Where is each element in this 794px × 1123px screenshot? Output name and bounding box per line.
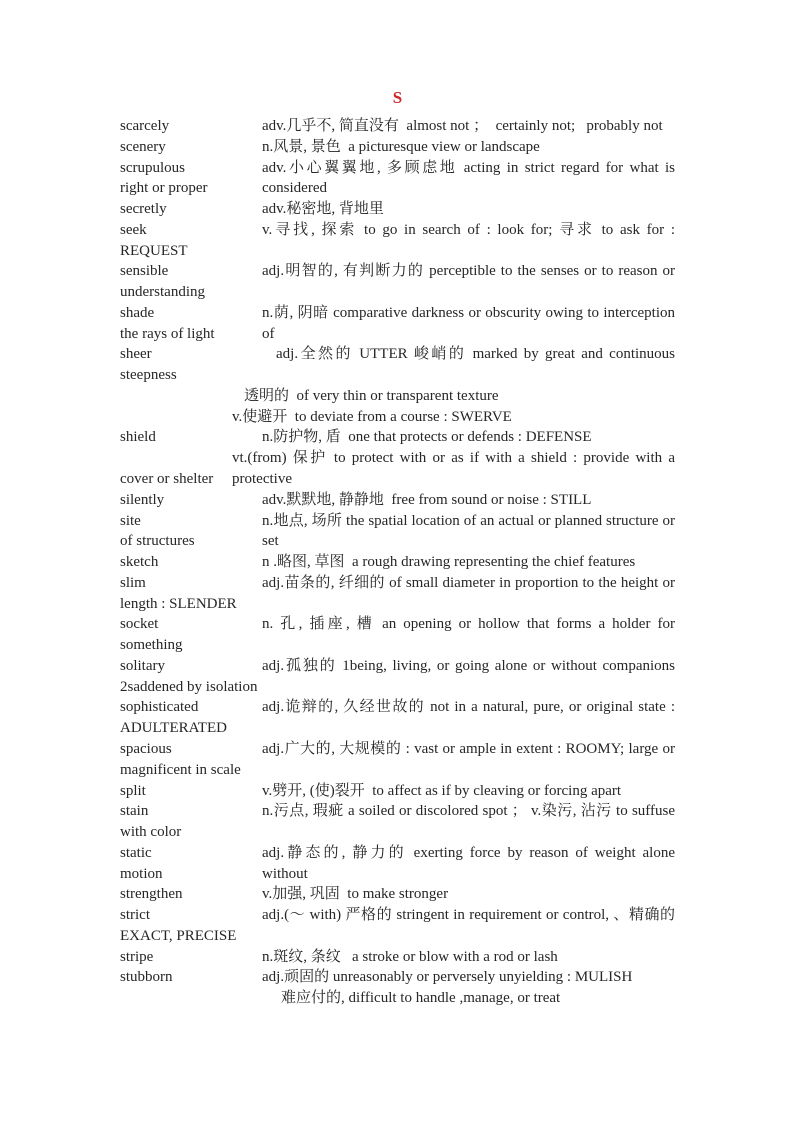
- vocab-line: [120, 947, 675, 968]
- vocab-line: [120, 427, 675, 448]
- headword: something: [120, 637, 183, 654]
- headword: scenery: [120, 138, 166, 155]
- vocab-line: [120, 490, 675, 511]
- headword: silently: [120, 491, 165, 508]
- headword: sophisticated: [120, 699, 199, 716]
- vocab-line: [120, 552, 675, 573]
- definition: n.荫, 阴暗 comparative darkness or obscurity owing to interception of: [262, 304, 675, 342]
- headword: site: [120, 512, 141, 529]
- definition: adv.小心翼翼地, 多顾虑地 acting in strict regard for what is considered: [262, 159, 675, 197]
- vocab-line: [120, 469, 675, 490]
- vocab-line: [120, 760, 675, 781]
- vocab-line: [120, 407, 675, 428]
- definition: adj.明智的, 有判断力的 perceptible to the senses or to reason or: [262, 263, 675, 280]
- definition: 难应付的, difficult to handle ,manage, or treat: [281, 990, 561, 1007]
- definition: vt.(from) 保护 to protect with or as if with a shield : provide with a protective: [232, 450, 675, 488]
- vocab-list: [120, 116, 675, 1009]
- vocab-line: [120, 718, 675, 739]
- headword: motion: [120, 865, 163, 882]
- headword: socket: [120, 616, 159, 633]
- headword: scarcely: [120, 118, 170, 134]
- definition: adj.全然的 UTTER 峻峭的 marked by great and continuous: [276, 346, 675, 363]
- headword: length : SLENDER: [120, 595, 237, 612]
- headword: sensible: [120, 263, 169, 280]
- headword: EXACT, PRECISE: [120, 927, 237, 944]
- definition: adj.(～ with) 严格的 stringent in requirement or control, 、精确的: [262, 907, 675, 924]
- vocab-line: [120, 531, 675, 552]
- vocab-line: [120, 220, 675, 241]
- definition: v.使避开 to deviate from a course : SWERVE: [232, 408, 512, 425]
- headword: 2saddened by isolation: [120, 678, 258, 695]
- headword: sketch: [120, 554, 159, 571]
- vocab-line: [120, 864, 675, 885]
- vocab-line: [120, 324, 675, 345]
- vocab-line: [120, 739, 675, 760]
- headword: sheer: [120, 346, 152, 363]
- headword: with color: [120, 824, 182, 841]
- section-letter-heading: S: [392, 88, 403, 107]
- headword: steepness: [120, 367, 177, 384]
- vocab-line: [120, 178, 675, 199]
- vocab-line: [120, 282, 675, 303]
- vocab-line: [120, 967, 675, 988]
- headword: slim: [120, 574, 146, 591]
- definition: n. 孔, 插座, 槽 an opening or hollow that forms a holder for: [262, 616, 675, 633]
- vocab-line: [120, 573, 675, 594]
- definition: adv.秘密地, 背地里: [262, 201, 384, 218]
- headword: the rays of light: [120, 325, 215, 342]
- vocab-line: [120, 261, 675, 282]
- headword: scrupulous: [120, 159, 185, 176]
- definition: adj.苗条的, 纤细的 of small diameter in proportion to the height or: [262, 574, 675, 591]
- vocab-line: [120, 926, 675, 947]
- definition: n.斑纹, 条纹 a stroke or blow with a rod or lash: [262, 948, 558, 965]
- headword: stubborn: [120, 969, 173, 986]
- vocab-line: [120, 884, 675, 905]
- headword: REQUEST: [120, 242, 188, 259]
- vocab-line: [120, 781, 675, 802]
- headword: right or proper: [120, 180, 208, 197]
- definition: n.地点, 场所 the spatial location of an actual or planned structure or set: [262, 512, 675, 550]
- definition: adv.默默地, 静静地 free from sound or noise : STILL: [262, 491, 592, 508]
- headword: stain: [120, 803, 149, 820]
- vocab-line: [120, 677, 675, 698]
- definition: adv.几乎不, 简直没有 almost not ； certainly not; probably not: [262, 118, 663, 134]
- vocab-line: [120, 137, 675, 158]
- headword: strengthen: [120, 886, 183, 903]
- definition: adj.广大的, 大规模的 : vast or ample in extent : ROOMY; large or: [262, 740, 675, 757]
- headword: of structures: [120, 533, 195, 550]
- headword: ADULTERATED: [120, 720, 227, 737]
- headword: shield: [120, 429, 156, 446]
- vocab-line: [120, 656, 675, 677]
- vocab-line: [120, 386, 675, 407]
- vocab-line: [120, 905, 675, 926]
- vocab-line: [120, 241, 675, 262]
- definition: adj.诡辩的, 久经世故的 not in a natural, pure, or original state :: [262, 699, 675, 716]
- headword: understanding: [120, 284, 205, 301]
- definition: v.劈开, (使)裂开 to affect as if by cleaving or forcing apart: [262, 782, 622, 799]
- definition: n.风景, 景色 a picturesque view or landscape: [262, 138, 540, 155]
- definition: 透明的 of very thin or transparent texture: [244, 387, 499, 404]
- definition: n.污点, 瑕疵 a soiled or discolored spot ； v.染污, 沾污 to suffuse: [262, 803, 675, 820]
- headword: static: [120, 844, 152, 861]
- headword: cover or shelter: [120, 471, 214, 488]
- headword: spacious: [120, 740, 172, 757]
- vocab-line: [120, 697, 675, 718]
- vocab-line: [120, 594, 675, 615]
- vocab-line: [120, 614, 675, 635]
- headword: secretly: [120, 201, 167, 218]
- headword: stripe: [120, 948, 154, 965]
- vocab-line: [120, 988, 675, 1009]
- vocab-line: [120, 116, 675, 137]
- headword: magnificent in scale: [120, 761, 241, 778]
- definition: n.防护物, 盾 one that protects or defends : DEFENSE: [262, 429, 592, 446]
- definition: v.加强, 巩固 to make stronger: [262, 886, 449, 903]
- definition: adj.顽固的 unreasonably or perversely unyielding : MULISH: [262, 969, 633, 986]
- headword: shade: [120, 304, 155, 321]
- vocab-line: [120, 199, 675, 220]
- headword: split: [120, 782, 146, 799]
- definition: adj.孤独的 1being, living, or going alone or without companions: [262, 657, 675, 674]
- vocab-line: [120, 635, 675, 656]
- definition: n .略图, 草图 a rough drawing representing the chief features: [262, 554, 636, 571]
- headword: solitary: [120, 657, 165, 674]
- vocab-line: [120, 822, 675, 843]
- vocab-line: [120, 365, 675, 386]
- definition: v.寻找, 探索 to go in search of : look for; 寻求 to ask for :: [262, 221, 675, 238]
- definition: adj.静态的, 静力的 exerting force by reason of weight alone without: [262, 844, 675, 882]
- headword: seek: [120, 221, 147, 238]
- vocab-line: [120, 344, 675, 365]
- headword: strict: [120, 907, 150, 924]
- vocab-line: [120, 801, 675, 822]
